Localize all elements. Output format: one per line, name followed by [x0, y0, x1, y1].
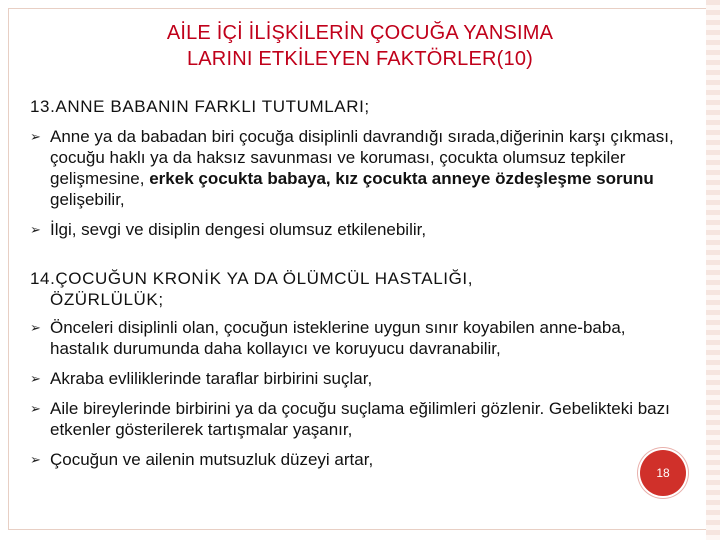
bullet-text: gelişebilir,: [50, 190, 125, 209]
decorative-stripe: [706, 0, 720, 540]
slide-content: [30, 96, 680, 470]
bullet-text: Anne ya da babadan biri çocuğa disiplinli davrandığı sırada,diğerinin karşı çıkması, çocuğu haklı ya da haksız savunması ve koruması, çocukta olumsuz tepkiler gelişmesine,: [50, 127, 674, 188]
page-number-badge: 18: [640, 450, 686, 496]
bullet-text: İlgi, sevgi ve disiplin dengesi olumsuz etkilenebilir,: [50, 220, 427, 239]
section-13-heading: 13.ANNE BABANIN FARKLI TUTUMLARI;: [30, 97, 370, 116]
section-14-heading: [30, 268, 680, 310]
bullet-text: Aile bireylerinde birbirini ya da çocuğu suçlama eğilimleri gözlenir. Gebelikteki bazı etkenler gösterilerek tartışmalar yaşanır,: [50, 399, 670, 439]
arrow-bullet-icon: ➢: [30, 401, 41, 416]
arrow-bullet-icon: ➢: [30, 452, 41, 467]
list-item: [30, 219, 680, 240]
list-item: [30, 368, 680, 389]
bullet-text: Akraba evliliklerinde taraflar birbirini suçlar,: [50, 369, 373, 388]
title-line-1: AİLE İÇİ İLİŞKİLERİN ÇOCUĞA YANSIMA: [166, 22, 554, 44]
arrow-bullet-icon: ➢: [30, 222, 41, 237]
section-14-heading-line-2: ÖZÜRLÜLÜK;: [50, 290, 164, 309]
bullet-bold-text: erkek çocukta babaya, kız çocukta anneye özdeşleşme sorunu: [149, 169, 654, 188]
arrow-bullet-icon: ➢: [30, 129, 41, 144]
list-item: [30, 126, 680, 210]
bullet-text: Önceleri disiplinli olan, çocuğun isteklerine uygun sınır koyabilen anne-baba, hastalık durumunda daha kollayıcı ve koruyucu davranabilir,: [50, 318, 626, 358]
arrow-bullet-icon: ➢: [30, 371, 41, 386]
list-item: [30, 317, 680, 359]
bullet-text: Çocuğun ve ailenin mutsuzluk düzeyi artar,: [50, 450, 374, 469]
list-item: [30, 449, 680, 470]
slide-title: [60, 20, 660, 72]
title-line-2: LARINI ETKİLEYEN FAKTÖRLER(10): [186, 48, 534, 70]
section-14-heading-line-1: 14.ÇOCUĞUN KRONİK YA DA ÖLÜMCÜL HASTALIĞI,: [30, 269, 474, 288]
arrow-bullet-icon: ➢: [30, 320, 41, 335]
list-item: [30, 398, 680, 440]
